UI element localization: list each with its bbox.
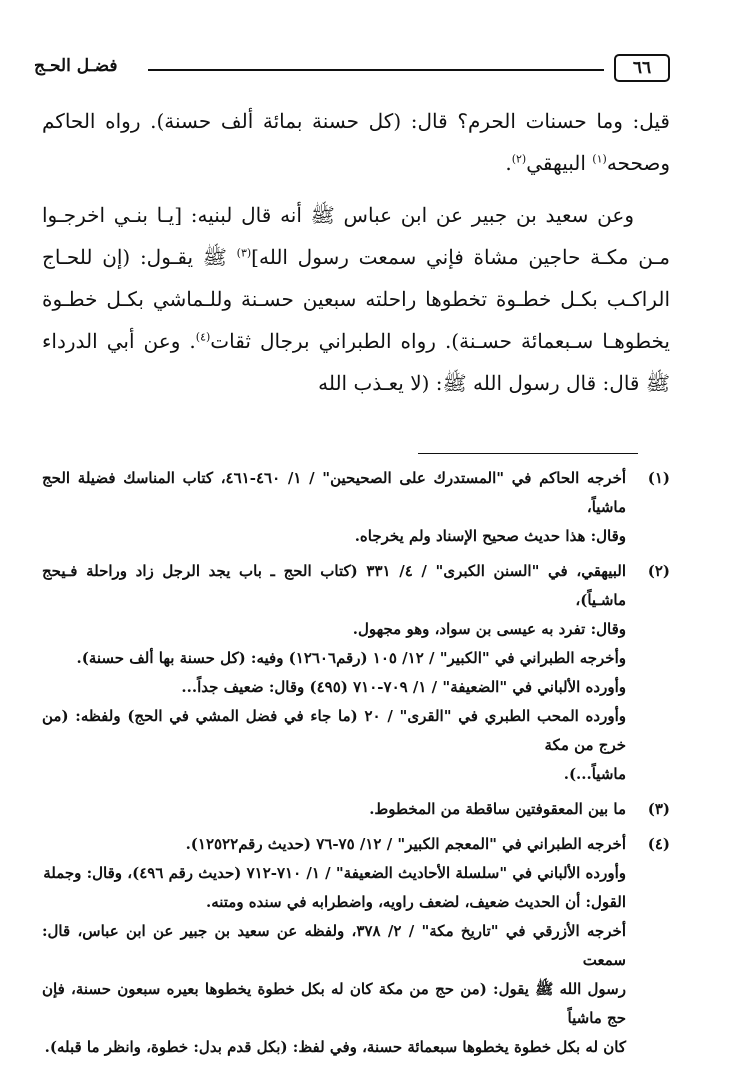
footnote-1 xyxy=(42,464,670,551)
footnote-separator xyxy=(418,453,638,454)
paragraph-1 xyxy=(42,100,670,184)
chapter-title: فضـل الحـج xyxy=(34,56,118,76)
footnote-ref-2: (٢) xyxy=(511,152,527,166)
footnote-number: (٤) xyxy=(647,835,670,853)
paragraph-2 xyxy=(42,194,670,404)
paragraph-2-text-a: وعن سعيد بن جبير عن ابن عباس ﷺ أنه قال لبنيه: [يـا بنـي اخرجـوا مـن مكـة حاجين مشاة فإني سمعت رسول الله] xyxy=(42,203,670,269)
footnote-line: وقال: تفرد به عيسى بن سواد، وهو مجهول. xyxy=(352,620,626,638)
footnote-number: (١) xyxy=(647,469,670,487)
footnote-2 xyxy=(42,557,670,789)
footnote-line: وأورده الألباني في "الضعيفة" / ١/ ٧٠٩-٧١٠ (٤٩٥) وقال: ضعيف جداً... xyxy=(181,678,626,696)
page-number: ٦٦ xyxy=(614,54,670,82)
footnote-line: وقال: هذا حديث صحيح الإسناد ولم يخرجاه. xyxy=(354,527,626,545)
footnote-ref-4: (٤) xyxy=(195,330,211,344)
footnote-line: ما بين المعقوفتين ساقطة من المخطوط. xyxy=(369,800,626,818)
paragraph-1-continuation: البيهقي xyxy=(526,151,586,175)
footnote-ref-3: (٣) xyxy=(236,246,252,260)
footnote-3 xyxy=(42,795,670,824)
footnote-body xyxy=(42,464,626,551)
footnote-line: أخرجه الطبراني في "المعجم الكبير" / ١٢/ ٧٥-٧٦ (حديث رقم١٢٥٢٢). xyxy=(185,835,626,853)
footnote-line: رسول الله ﷺ يقول: (من حج من مكة كان له بكل خطوة يخطوها بعيره سبعون حسنة، فإن حج ماشياً xyxy=(42,980,626,1027)
footnote-ref-1: (١) xyxy=(592,152,607,166)
footnote-number: (٣) xyxy=(647,800,670,818)
paragraph-1-period: . xyxy=(505,151,512,175)
paragraph-1-text: قيل: وما حسنات الحرم؟ قال: (كل حسنة بمائة ألف حسنة). رواه الحاكم وصححه xyxy=(42,109,670,175)
footnote-line: كان له بكل خطوة يخطوها سبعمائة حسنة، وفي لفظ: (بكل قدم بدل: خطوة، وانظر ما قبله). xyxy=(44,1038,626,1056)
header-rule xyxy=(148,69,604,71)
paragraph-2-text-b: ﷺ يقـول: (إن للحـاج الراكـب بكـل خطـوة تخطوها راحلته سبعين حسـنة وللـماشي بكـل خطـوة يخطوهـا سـبعمائة حسـنة). رواه الطبراني برجال ثقات xyxy=(42,245,670,353)
main-text xyxy=(42,100,670,404)
footnote-4 xyxy=(42,830,670,1062)
footnote-line: ماشياً...). xyxy=(563,765,626,783)
footnote-body xyxy=(42,795,626,824)
footnote-line: القول: أن الحديث ضعيف، لضعف راويه، واضطرابه في سنده ومتنه. xyxy=(205,893,626,911)
footnote-line: البيهقي، في "السنن الكبرى" / ٤/ ٣٣١ (كتاب الحج ـ باب يجد الرجل زاد وراحلة فـيحج ماشـياً)، xyxy=(42,562,626,609)
page-header xyxy=(30,52,670,86)
footnotes xyxy=(42,464,670,1068)
footnote-body xyxy=(42,830,626,1062)
footnote-line: وأورده الألباني في "سلسلة الأحاديث الضعيفة" / ١/ ٧١٠-٧١٢ (حديث رقم ٤٩٦)، وقال: وجملة xyxy=(43,864,626,882)
footnote-line: أخرجه الحاكم في "المستدرك على الصحيحين" / ١/ ٤٦٠-٤٦١، كتاب المناسك فضيلة الحج ماشياً، xyxy=(42,469,627,516)
paragraph-2-text-c: . وعن أبي الدرداء ﷺ قال: قال رسول الله ﷺ: (لا يعـذب الله xyxy=(42,329,670,395)
footnote-line: وأورده المحب الطبري في "القرى" / ٢٠ (ما جاء في فضل المشي في الحج) ولفظه: (من خرج من مكة xyxy=(42,707,626,754)
footnote-line: وأخرجه الطبراني في "الكبير" / ١٢/ ١٠٥ (رقم١٢٦٠٦) وفيه: (كل حسنة بها ألف حسنة). xyxy=(76,649,626,667)
footnote-line: أخرجه الأزرقي في "تاريخ مكة" / ٢/ ٣٧٨، ولفظه عن سعيد بن جبير عن ابن عباس، قال: سمعت xyxy=(42,922,626,969)
footnote-body xyxy=(42,557,626,789)
footnote-number: (٢) xyxy=(647,562,670,580)
